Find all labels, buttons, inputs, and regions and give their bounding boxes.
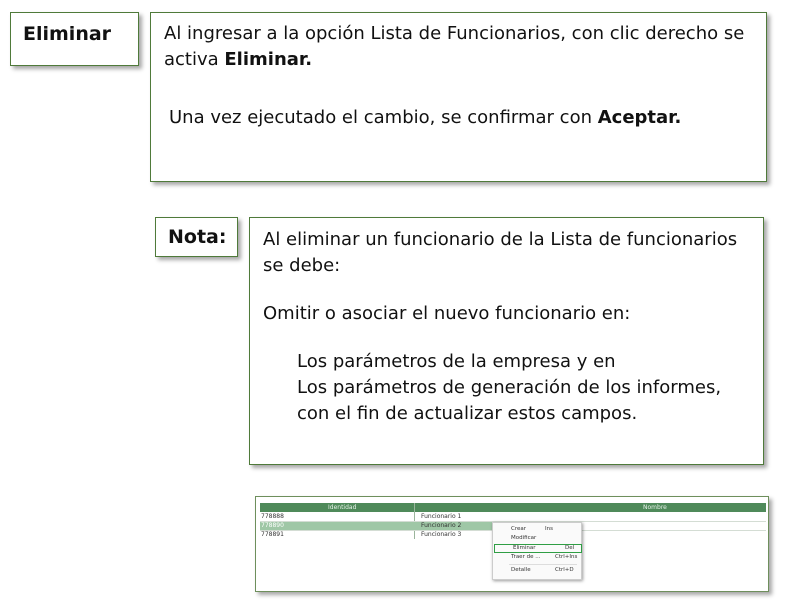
nota-intro: Al eliminar un funcionario de la Lista de funcionarios se debe: <box>263 229 738 276</box>
column-header-nombre[interactable]: Nombre <box>643 504 667 511</box>
menu-item-detalle[interactable]: Detalle Ctrl+D <box>511 567 574 573</box>
table-row[interactable]: 778888 Funcionario 1 <box>261 513 462 520</box>
menu-item-modificar[interactable]: Modificar <box>511 535 537 541</box>
table-row[interactable]: 778891 Funcionario 3 <box>261 531 462 538</box>
table-row-selected[interactable]: 778890 Funcionario 2 <box>260 522 572 530</box>
eliminar-label-box <box>10 12 139 66</box>
menu-item-eliminar[interactable]: Eliminar Del <box>494 544 582 553</box>
nota-instruction: Omitir o asociar el nuevo funcionario en: <box>263 303 631 324</box>
nota-label: Nota: <box>168 226 227 248</box>
nota-label-box <box>155 217 238 257</box>
eliminar-instruction: Al ingresar a la opción Lista de Funcionarios, con clic derecho se activa Eliminar. <box>164 23 745 70</box>
menu-item-traer[interactable]: Traer de ... Ctrl+Ins <box>511 554 578 560</box>
menu-separator <box>509 564 577 565</box>
eliminar-label: Eliminar <box>23 23 112 45</box>
nota-item-1: Los parámetros de la empresa y en <box>297 351 616 372</box>
table-header <box>260 503 766 512</box>
aceptar-instruction: Una vez ejecutado el cambio, se confirmar con Aceptar. <box>169 107 682 128</box>
eliminar-description-box <box>150 12 767 182</box>
nota-item-2: Los parámetros de generación de los informes, con el fin de actualizar estos campos. <box>297 377 722 424</box>
funcionarios-list-screenshot <box>255 496 769 592</box>
eliminar-keyword: Eliminar. <box>224 49 313 70</box>
nota-description-box <box>249 217 764 465</box>
column-header-identidad[interactable]: Identidad <box>328 504 357 511</box>
menu-item-crear[interactable]: Crear Ins <box>511 526 553 532</box>
context-menu <box>492 522 582 580</box>
aceptar-keyword: Aceptar. <box>597 107 682 128</box>
